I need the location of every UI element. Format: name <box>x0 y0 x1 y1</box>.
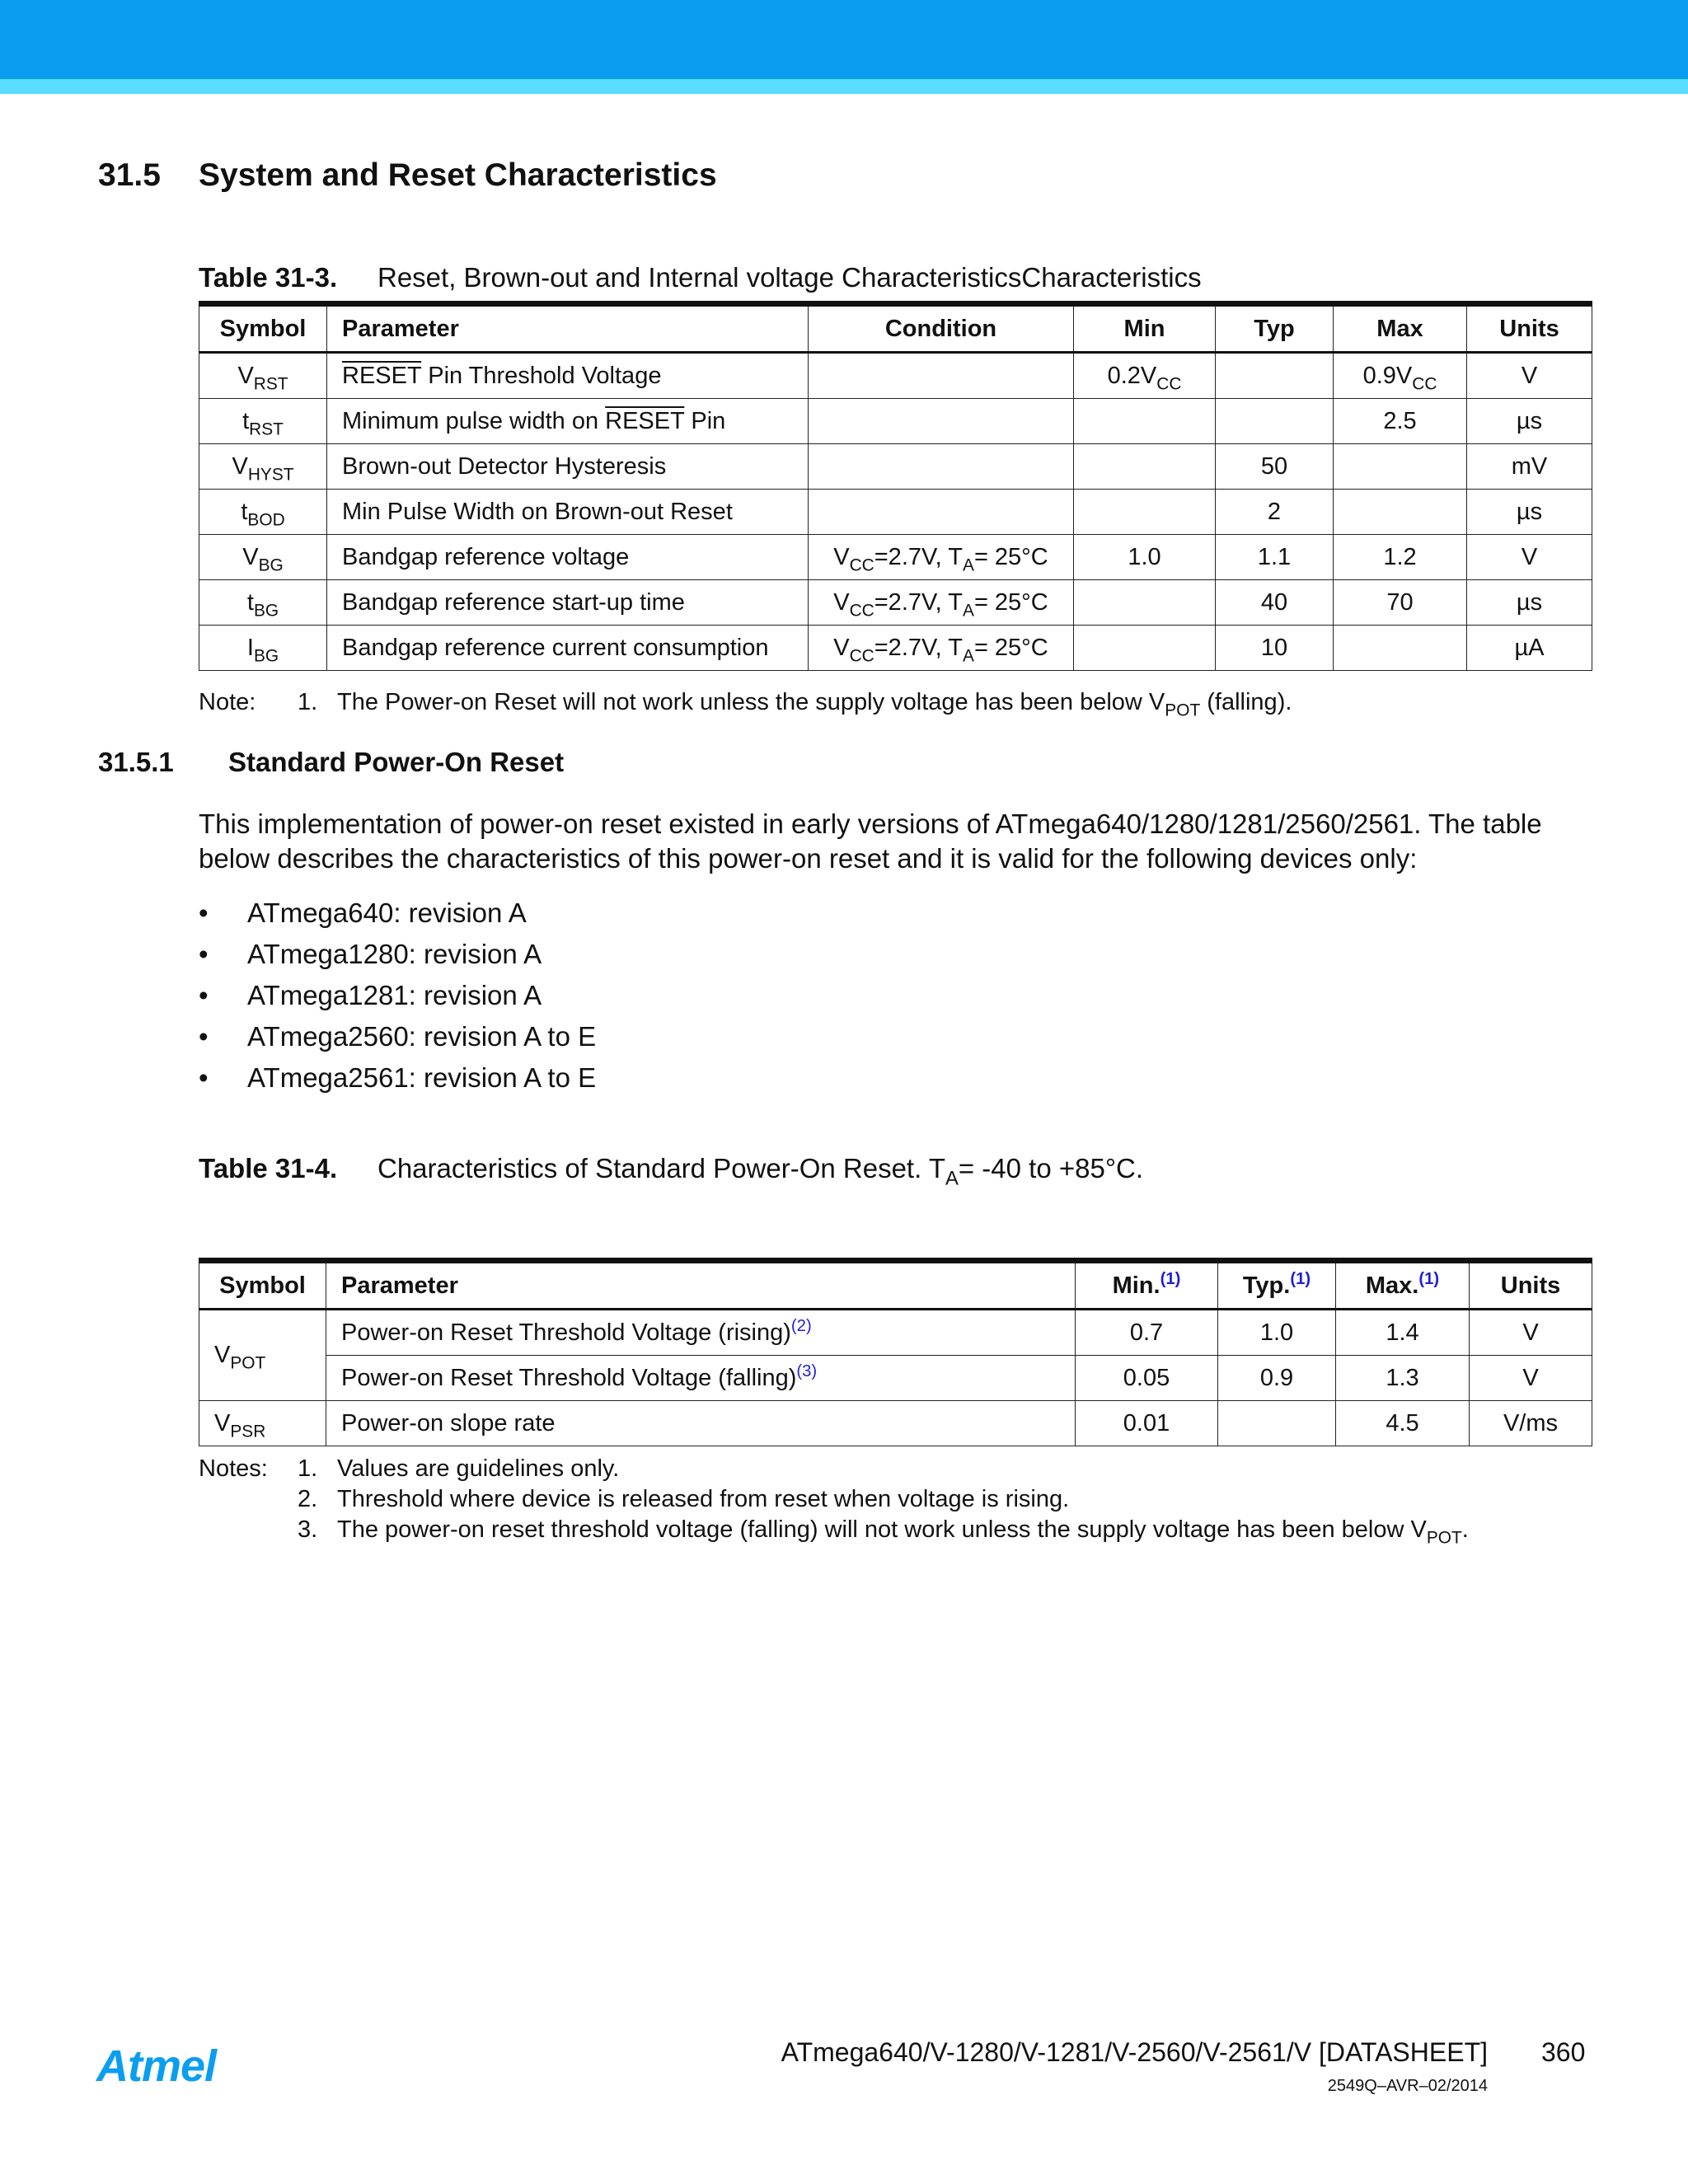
max-cell: 1.2 <box>1334 535 1467 580</box>
symbol-cell: $V_{HYST}$ <box>199 444 327 490</box>
list-item: 2. Threshold where device is released from reset when voltage is rising. <box>298 1486 1070 1512</box>
units-cell: V <box>1470 1356 1592 1401</box>
min-cell: 0.05 <box>1076 1356 1218 1401</box>
subsection-number: 31.5.1 <box>98 747 174 777</box>
list-item: • ATmega1280: revision A <box>199 934 596 975</box>
table-row <box>199 353 1592 399</box>
symbol-cell: $V_{RST}$ <box>199 353 327 399</box>
condition-cell <box>809 444 1074 490</box>
symbol-cell: $V_{BG}$ <box>199 535 327 580</box>
max-cell: 1.4 <box>1336 1310 1470 1356</box>
table1-header-max: Max <box>1334 304 1467 353</box>
header-stripe <box>0 79 1688 94</box>
section-number: 31.5 <box>98 157 161 193</box>
note-label: Note: <box>199 689 256 715</box>
symbol-cell: $V_{POT}$ <box>199 1310 326 1401</box>
table2-header-parameter: Parameter <box>326 1261 1076 1310</box>
table2-header-typ: Typ.$^{(1)}$ <box>1218 1261 1336 1310</box>
units-cell: V/ms <box>1470 1401 1592 1446</box>
typ-cell <box>1218 1401 1336 1446</box>
table-row <box>199 535 1592 580</box>
max-cell: 1.3 <box>1336 1356 1470 1401</box>
device-list <box>199 893 596 1099</box>
table2-header-min: Min.$^{(1)}$ <box>1076 1261 1218 1310</box>
condition-cell <box>809 490 1074 535</box>
parameter-cell: Power-on Reset Threshold Voltage (rising)$^{(2)}$ <box>326 1310 1076 1356</box>
units-cell: mV <box>1467 444 1592 490</box>
table2-title: Characteristics of Standard Power-On Reset. $T_A= -40$ to +85°C. <box>377 1153 1144 1190</box>
table-row <box>199 580 1592 626</box>
condition-cell: $V_{CC}=2.7V$, $T_A= 25^\circ C$ <box>809 626 1074 671</box>
table2-label: Table 31-4. <box>199 1153 338 1183</box>
min-cell <box>1074 444 1216 490</box>
min-cell: 0.01 <box>1076 1401 1218 1446</box>
atmel-logo: Atmel <box>96 2041 217 2091</box>
condition-cell <box>809 353 1074 399</box>
typ-cell: 10 <box>1216 626 1334 671</box>
parameter-cell: RESET Pin Threshold Voltage <box>327 353 809 399</box>
min-cell <box>1074 399 1216 444</box>
max-cell <box>1334 626 1467 671</box>
table1-header-units: Units <box>1467 304 1592 353</box>
typ-cell: 0.9 <box>1218 1356 1336 1401</box>
table1-note: Note: 1. The Power-on Reset will not work unless the supply voltage has been below $V_{POT}$ (falling). <box>199 689 1292 720</box>
section-title: System and Reset Characteristics <box>199 157 717 193</box>
typ-cell: 1.0 <box>1218 1310 1336 1356</box>
table1 <box>199 301 1592 671</box>
list-item: • ATmega640: revision A <box>199 893 596 934</box>
table1-header-condition: Condition <box>809 304 1074 353</box>
parameter-cell: Power-on slope rate <box>326 1401 1076 1446</box>
table1-header-min: Min <box>1074 304 1216 353</box>
min-cell: $0.2V_{CC}$ <box>1074 353 1216 399</box>
bullet-icon: • <box>199 939 209 969</box>
table1-header-typ: Typ <box>1216 304 1334 353</box>
units-cell: µs <box>1467 490 1592 535</box>
table-row <box>199 626 1592 671</box>
note-text: The Power-on Reset will not work unless the supply voltage has been below V <box>337 689 1165 715</box>
bullet-icon: • <box>199 1021 209 1052</box>
min-cell: 0.7 <box>1076 1310 1218 1356</box>
max-cell <box>1334 490 1467 535</box>
condition-cell <box>809 399 1074 444</box>
units-cell: V <box>1467 353 1592 399</box>
units-cell: µA <box>1467 626 1592 671</box>
bullet-icon: • <box>199 898 209 928</box>
parameter-cell: Minimum pulse width on RESET Pin <box>327 399 809 444</box>
table2 <box>199 1258 1592 1446</box>
bullet-icon: • <box>199 1062 209 1093</box>
typ-cell <box>1216 353 1334 399</box>
table-row <box>199 1401 1592 1446</box>
list-item: • ATmega1281: revision A <box>199 975 596 1016</box>
typ-cell: 1.1 <box>1216 535 1334 580</box>
list-item: 3. The power-on reset threshold voltage (falling) will not work unless the supply voltage has been below $V_{POT}$. <box>298 1516 1469 1548</box>
table2-notes-label: Notes: <box>199 1455 268 1482</box>
units-cell: V <box>1470 1310 1592 1356</box>
table2-header-row <box>199 1261 1592 1310</box>
document-code: 2549Q–AVR–02/2014 <box>1327 2077 1488 2095</box>
typ-cell <box>1216 399 1334 444</box>
list-item: 1. Values are guidelines only. <box>298 1455 620 1482</box>
max-cell <box>1334 444 1467 490</box>
typ-cell: 40 <box>1216 580 1334 626</box>
min-cell: 1.0 <box>1074 535 1216 580</box>
table2-header-symbol: Symbol <box>199 1261 326 1310</box>
subsection-title: Standard Power-On Reset <box>228 747 565 777</box>
table1-header-parameter: Parameter <box>327 304 809 353</box>
symbol-cell: $V_{PSR}$ <box>199 1401 326 1446</box>
footer-title: ATmega640/V-1280/V-1281/V-2560/V-2561/V [DATASHEET] <box>781 2037 1488 2067</box>
units-cell: V <box>1467 535 1592 580</box>
parameter-cell: Power-on Reset Threshold Voltage (falling)$^{(3)}$ <box>326 1356 1076 1401</box>
table1-caption <box>199 262 1202 293</box>
table2-header-units: Units <box>1470 1261 1592 1310</box>
table-row <box>199 444 1592 490</box>
symbol-cell: $t_{BOD}$ <box>199 490 327 535</box>
bullet-icon: • <box>199 980 209 1010</box>
parameter-cell: Bandgap reference start-up time <box>327 580 809 626</box>
max-cell: 4.5 <box>1336 1401 1470 1446</box>
header-bar <box>0 0 1688 79</box>
table2-caption <box>199 1153 1144 1190</box>
list-item: • ATmega2560: revision A to E <box>199 1016 596 1057</box>
body-paragraph: This implementation of power-on reset existed in early versions of ATmega640/1280/1281/2560/2561. The table below describes the characteristics of this power-on reset and it is valid for the following devices only: <box>199 808 1542 874</box>
condition-cell: $V_{CC}=2.7V$, $T_A= 25^\circ C$ <box>809 580 1074 626</box>
symbol-cell: $I_{BG}$ <box>199 626 327 671</box>
min-cell <box>1074 580 1216 626</box>
typ-cell: 50 <box>1216 444 1334 490</box>
units-cell: µs <box>1467 580 1592 626</box>
parameter-cell: Brown-out Detector Hysteresis <box>327 444 809 490</box>
symbol-cell: $t_{BG}$ <box>199 580 327 626</box>
typ-cell: 2 <box>1216 490 1334 535</box>
units-cell: µs <box>1467 399 1592 444</box>
min-cell <box>1074 490 1216 535</box>
note-number: 1. <box>298 689 318 715</box>
table1-header-row <box>199 304 1592 353</box>
max-cell: 70 <box>1334 580 1467 626</box>
condition-cell: $V_{CC}=2.7V$, $T_A= 25^\circ C$ <box>809 535 1074 580</box>
symbol-cell: $t_{RST}$ <box>199 399 327 444</box>
table1-label: Table 31-3. <box>199 262 338 293</box>
list-item: • ATmega2561: revision A to E <box>199 1057 596 1099</box>
max-cell: $0.9V_{CC}$ <box>1334 353 1467 399</box>
min-cell <box>1074 626 1216 671</box>
table-row <box>199 490 1592 535</box>
table2-header-max: Max.$^{(1)}$ <box>1336 1261 1470 1310</box>
parameter-cell: Min Pulse Width on Brown-out Reset <box>327 490 809 535</box>
table-row <box>199 399 1592 444</box>
max-cell: 2.5 <box>1334 399 1467 444</box>
page-number: 360 <box>1541 2037 1586 2067</box>
table1-header-symbol: Symbol <box>199 304 327 353</box>
table-row <box>199 1310 1592 1356</box>
table1-title: Reset, Brown-out and Internal voltage CharacteristicsCharacteristics <box>377 262 1202 293</box>
parameter-cell: Bandgap reference voltage <box>327 535 809 580</box>
parameter-cell: Bandgap reference current consumption <box>327 626 809 671</box>
table-row <box>199 1356 1592 1401</box>
